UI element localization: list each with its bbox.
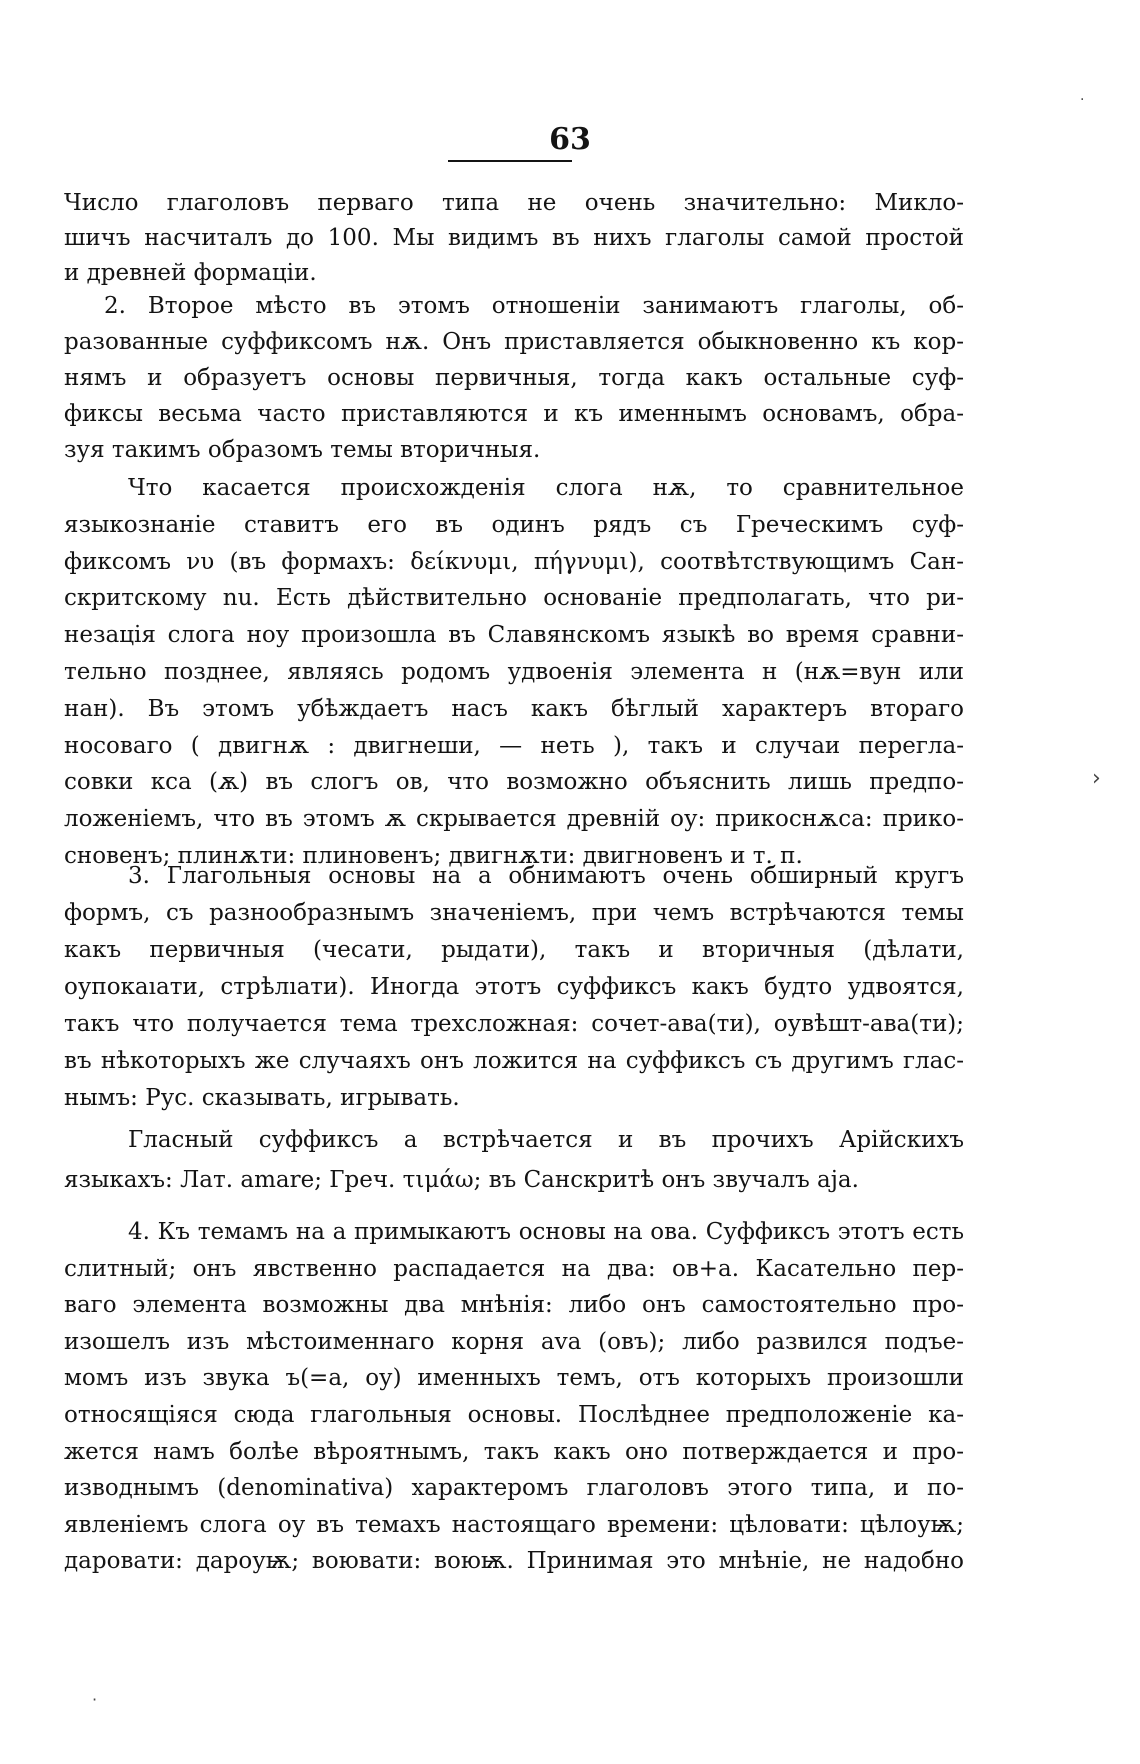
text-line: момъ изъ звука ъ(=а, оу) именныхъ темъ, отъ которыхъ произошли — [64, 1365, 964, 1392]
paragraph-1 — [64, 186, 964, 291]
text-line: шичъ насчиталъ до 100. Мы видимъ въ нихъ глаголы самой простой — [64, 225, 964, 251]
text-line: скритскому nu. Есть дѣйствительно основаніе предполагать, что ри- — [64, 585, 964, 612]
margin-mark-top: · — [1080, 92, 1085, 108]
text-line: слитный; онъ явственно распадается на два: ов+а. Касательно пер- — [64, 1255, 964, 1282]
paragraph-5 — [64, 1120, 964, 1200]
text-line: изошелъ изъ мѣстоименнаго корня ava (овъ); либо развился подъе- — [64, 1328, 964, 1355]
text-line: тельно позднее, являясь родомъ удвоенія элемента н (нѫ=вун или — [64, 658, 964, 685]
text-line: фиксы весьма часто приставляются и къ именнымъ основамъ, обра- — [64, 401, 964, 427]
text-line: нымъ: Рус. сказывать, игрывать. — [64, 1085, 460, 1111]
text-line: жется намъ болѣе вѣроятнымъ, такъ какъ оно потверждается и про- — [64, 1438, 964, 1465]
margin-mark-middle: › — [1092, 766, 1101, 791]
text-line: относящіяся сюда глагольныя основы. Послѣднее предположеніе ка- — [64, 1401, 964, 1428]
text-line: Число глаголовъ перваго типа не очень значительно: Микло- — [64, 190, 964, 216]
text-line: Что касается происхожденія слога нѫ, то сравнительное — [128, 475, 964, 501]
text-line: въ нѣкоторыхъ же случаяхъ онъ ложится на суффиксъ съ другимъ глас- — [64, 1048, 964, 1074]
text-line: носоваго ( двигнѫ : двигнеши, — неть ), такъ и случаи перегла- — [64, 732, 964, 759]
text-line: нямъ и образуетъ основы первичныя, тогда какъ остальные суф- — [64, 365, 964, 391]
paragraph-4 — [64, 858, 964, 1117]
text-line: оупокаıати, стрѣлıати). Иногда этотъ суффиксъ какъ будто удвоятся, — [64, 974, 964, 1000]
text-line: 3. Глагольныя основы на а обнимаютъ очень обширный кругъ — [128, 863, 964, 889]
paragraph-2 — [64, 288, 964, 468]
page-number: 63 — [549, 122, 591, 157]
text-line: какъ первичныя (чесати, рыдати), такъ и вторичныя (дѣлати, — [64, 937, 964, 963]
margin-mark-bottom: · — [92, 1690, 98, 1709]
text-line: и древней формаціи. — [64, 260, 317, 286]
text-line: даровати: дароуѭ; воювати: воюѭ. Принимая это мнѣніе, не надобно — [64, 1548, 964, 1575]
text-line: формъ, съ разнообразнымъ значеніемъ, при чемъ встрѣчаются темы — [64, 900, 964, 926]
paragraph-3 — [64, 470, 964, 875]
text-line: нан). Въ этомъ убѣждаетъ насъ какъ бѣглый характеръ втораго — [64, 695, 964, 722]
text-line: незація слога ноу произошла въ Славянскомъ языкѣ во время сравни- — [64, 622, 964, 649]
text-line: изводнымъ (denominativa) характеромъ глаголовъ этого типа, и по- — [64, 1475, 964, 1502]
text-line: сновенъ; плинѫти: плиновенъ; двигнѫти: двигновенъ и т. п. — [64, 842, 803, 869]
text-line: совки кса (ѫ) въ слогъ ов, что возможно объяснить лишь предпо- — [64, 769, 964, 796]
text-line: фиксомъ νυ (въ формахъ: δείκνυμι, πήγνυμι), соотвѣтствующимъ Сан- — [64, 548, 964, 575]
paragraph-6 — [64, 1214, 964, 1580]
text-line: такъ что получается тема трехсложная: сочет-ава(ти), оувѣшт-ава(ти); — [64, 1011, 964, 1037]
text-line: ваго элемента возможны два мнѣнія: либо онъ самостоятельно про- — [64, 1292, 964, 1319]
text-line: языкознаніе ставитъ его въ одинъ рядъ съ Греческимъ суф- — [64, 511, 964, 538]
text-line: 2. Второе мѣсто въ этомъ отношеніи занимаютъ глаголы, об- — [104, 293, 964, 319]
text-column — [64, 0, 964, 1764]
text-line: языкахъ: Лат. amare; Греч. τιμάω; въ Санскритѣ онъ звучалъ aja. — [64, 1167, 859, 1193]
text-line: зуя такимъ образомъ темы вторичныя. — [64, 437, 541, 463]
text-line: явленіемъ слога оу въ темахъ настоящаго времени: цѣловати: цѣлоуѭ; — [64, 1511, 964, 1538]
text-line: 4. Къ темамъ на а примыкаютъ основы на ова. Суффиксъ этотъ есть — [128, 1219, 964, 1245]
text-line: разованные суффиксомъ нѫ. Онъ приставляется обыкновенно къ кор- — [64, 329, 964, 355]
text-line: ложеніемъ, что въ этомъ ѫ скрывается древній оу: прикоснѫса: прико- — [64, 806, 964, 833]
text-line: Гласный суффиксъ а встрѣчается и въ прочихъ Арійскихъ — [128, 1127, 964, 1153]
